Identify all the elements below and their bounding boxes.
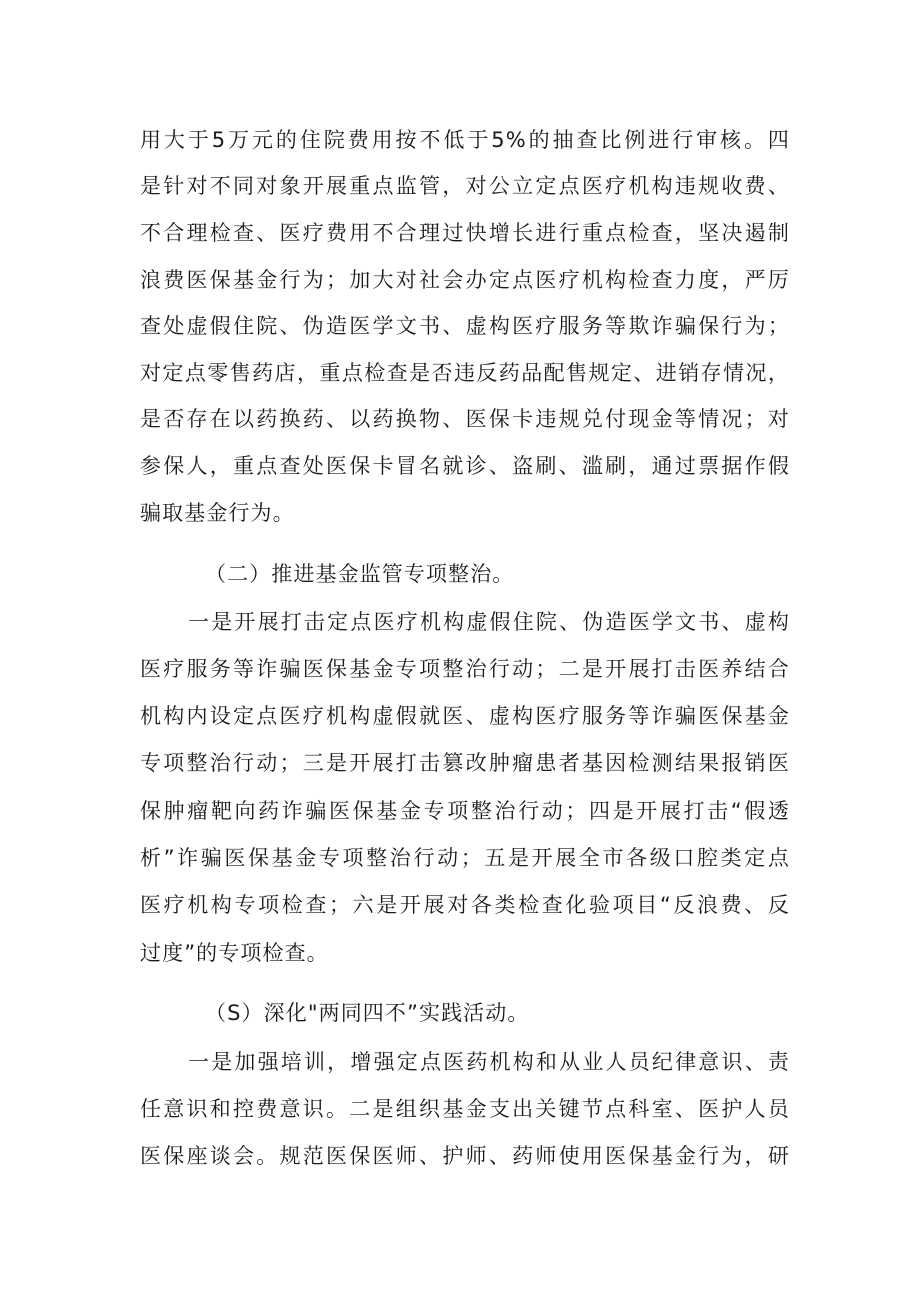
text-line: 医保座谈会。规范医保医师、护师、药师使用医保基金行为，研 xyxy=(140,1144,790,1168)
text-line: 查处虚假住院、伪造医学文书、虚构医疗服务等欺诈骗保行为； xyxy=(140,314,790,338)
text-line: 专项整治行动；三是开展打击篡改肿瘤患者基因检测结果报销医 xyxy=(140,751,790,775)
text-line: 一是加强培训，增强定点医药机构和从业人员纪律意识、责 xyxy=(188,1050,790,1074)
text-line: 保肿瘤靶向药诈骗医保基金专项整治行动；四是开展打击“假透 xyxy=(140,799,790,823)
text-line: 对定点零售药店，重点检查是否违反药品配售规定、进销存情况， xyxy=(140,361,790,385)
section-heading-2: （二）推进基金监管专项整治。 xyxy=(205,562,515,586)
text-line: 机构内设定点医疗机构虚假就医、虚构医疗服务等诈骗医保基金 xyxy=(140,704,790,728)
text-line: 不合理检查、医疗费用不合理过快增长进行重点检查，坚决遏制 xyxy=(140,221,790,245)
text-line: 是针对不同对象开展重点监管，对公立定点医疗机构违规收费、 xyxy=(140,174,790,198)
section-heading-3: （S）深化"两同四不”实践活动。 xyxy=(205,1001,530,1025)
text-line: 任意识和控费意识。二是组织基金支出关键节点科室、医护人员 xyxy=(140,1097,790,1121)
text-line: 用大于5万元的住院费用按不低于5%的抽查比例进行审核。四 xyxy=(140,128,790,152)
text-line: 析”诈骗医保基金专项整治行动；五是开展全市各级口腔类定点 xyxy=(140,846,790,870)
text-line: 骗取基金行为。 xyxy=(140,501,295,525)
text-line: 一是开展打击定点医疗机构虚假住院、伪造医学文书、虚构 xyxy=(188,610,790,634)
text-line: 是否存在以药换药、以药换物、医保卡违规兑付现金等情况；对 xyxy=(140,407,790,431)
text-line: 医疗服务等诈骗医保基金专项整治行动；二是开展打击医养结合 xyxy=(140,657,790,681)
text-line: 浪费医保基金行为；加大对社会办定点医疗机构检查力度，严厉 xyxy=(140,268,790,292)
text-line: 过度”的专项检查。 xyxy=(140,941,329,965)
text-line: 参保人，重点查处医保卡冒名就诊、盗刷、滥刷，通过票据作假 xyxy=(140,454,790,478)
text-line: 医疗机构专项检查；六是开展对各类检查化验项目“反浪费、反 xyxy=(140,893,790,917)
